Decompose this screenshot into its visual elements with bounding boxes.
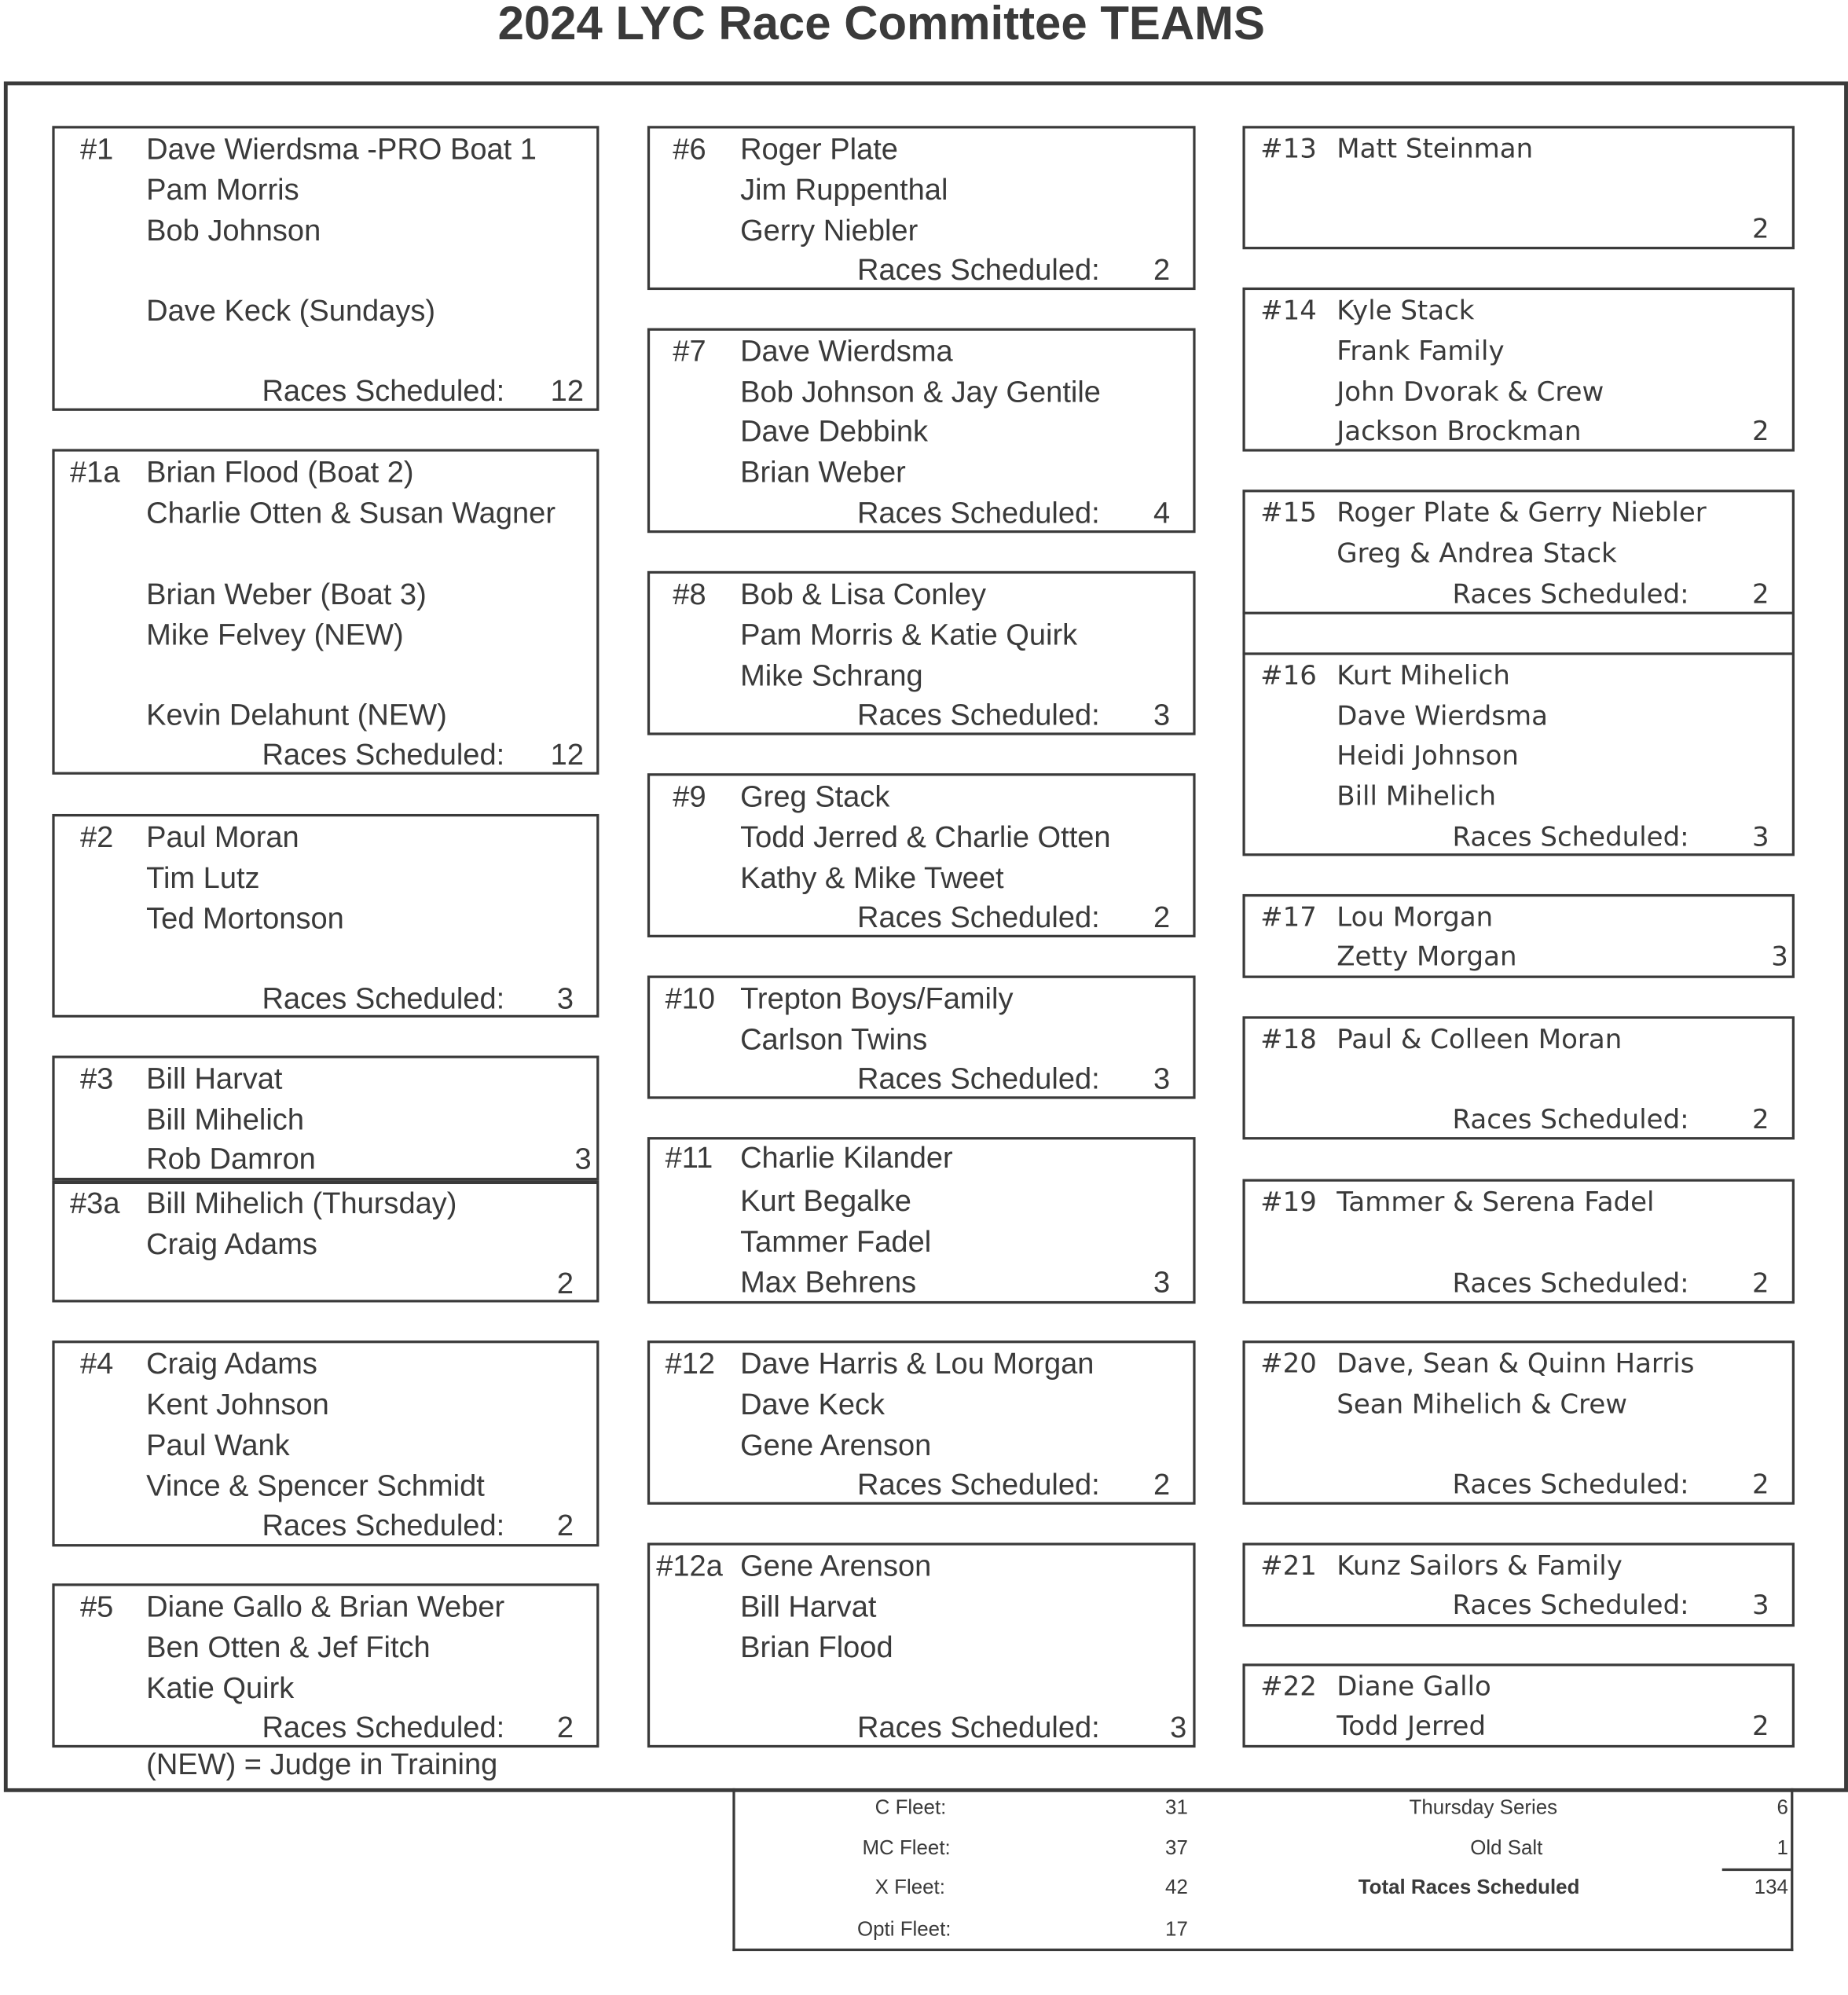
races-count: 3 — [1170, 1711, 1187, 1744]
team-box-20 — [1242, 1340, 1795, 1505]
team-member: Paul & Colleen Moran — [1336, 1024, 1622, 1054]
team-number: #14 — [1260, 295, 1317, 326]
team-box-10 — [647, 976, 1196, 1099]
team-member: Bob & Lisa Conley — [740, 577, 987, 611]
team-box-1 — [52, 126, 599, 411]
team-member: Roger Plate & Gerry Niebler — [1336, 497, 1707, 528]
team-box-14 — [1242, 288, 1795, 452]
races-count: 2 — [1751, 578, 1769, 610]
races-label: Races Scheduled: — [1452, 821, 1689, 853]
team-member: Charlie Otten & Susan Wagner — [146, 496, 556, 530]
team-member: Zetty Morgan — [1336, 941, 1517, 972]
team-member: Kurt Begalke — [740, 1184, 911, 1218]
fleet-value-c: 31 — [1165, 1797, 1188, 1819]
races-label: Races Scheduled: — [857, 1062, 1100, 1095]
team-box-5 — [52, 1583, 599, 1747]
team-number: #12 — [665, 1347, 716, 1381]
team-member: Brian Flood (Boat 2) — [146, 455, 414, 489]
races-count: 2 — [556, 1267, 574, 1300]
races-label: Races Scheduled: — [1452, 1590, 1689, 1621]
team-member: Gerry Niebler — [740, 213, 918, 248]
team-member: Tim Lutz — [146, 860, 260, 894]
team-number: #1a — [70, 455, 120, 489]
team-member: Brian Weber (Boat 3) — [146, 577, 427, 611]
team-number: #21 — [1260, 1550, 1317, 1582]
races-label: Races Scheduled: — [1452, 1469, 1689, 1500]
fleet-label-x: X Fleet: — [874, 1877, 945, 1899]
team-member: Dave Debbink — [740, 414, 929, 448]
team-member: Dave Keck — [740, 1388, 886, 1421]
races-label: Races Scheduled: — [1452, 1104, 1689, 1135]
team-member: Paul Moran — [146, 820, 299, 854]
team-member: Kevin Delahunt (NEW) — [146, 698, 447, 732]
team-member: Bill Mihelich (Thursday) — [146, 1186, 457, 1220]
team-member: Diane Gallo & Brian Weber — [146, 1590, 505, 1623]
team-member: Heidi Johnson — [1336, 740, 1519, 771]
team-box-3 — [52, 1056, 599, 1181]
team-member: Roger Plate — [740, 132, 898, 166]
races-label: Races Scheduled: — [262, 981, 505, 1015]
team-box-19 — [1242, 1179, 1795, 1304]
team-number: #8 — [673, 577, 706, 611]
team-member: Frank Family — [1336, 336, 1505, 367]
team-box-1a — [52, 449, 599, 774]
team-number: #3 — [79, 1062, 114, 1095]
races-count: 3 — [1153, 1265, 1171, 1299]
team-member: Gene Arenson — [740, 1428, 932, 1461]
team-number: #9 — [673, 779, 706, 813]
team-member: Kathy & Mike Tweet — [740, 860, 1004, 894]
team-number: #3a — [70, 1186, 120, 1220]
team-number: #15 — [1260, 497, 1317, 528]
team-member: Bob Johnson — [146, 213, 321, 248]
team-number: #7 — [673, 334, 706, 368]
races-label: Races Scheduled: — [262, 1711, 505, 1744]
races-count: 2 — [1751, 1469, 1769, 1500]
team-box-13 — [1242, 126, 1795, 249]
team-member: Trepton Boys/Family — [740, 981, 1014, 1015]
races-count: 4 — [1153, 496, 1171, 530]
races-count: 3 — [1153, 1062, 1171, 1095]
team-member: Jackson Brockman — [1336, 416, 1582, 447]
footnote-judge-in-training: (NEW) = Judge in Training — [146, 1747, 498, 1781]
races-label: Races Scheduled: — [1452, 578, 1689, 610]
team-member: Diane Gallo — [1336, 1670, 1491, 1702]
team-member: Bill Mihelich — [1336, 780, 1497, 812]
team-member: Greg Stack — [740, 779, 890, 813]
team-box-22 — [1242, 1663, 1795, 1747]
races-count: 2 — [1751, 1267, 1769, 1299]
old-salt-label: Old Salt — [1470, 1838, 1543, 1860]
races-count: 2 — [1751, 1711, 1769, 1742]
team-box-8 — [647, 571, 1196, 735]
team-box-6 — [647, 126, 1196, 290]
team-member: Mike Schrang — [740, 658, 923, 692]
races-label: Races Scheduled: — [857, 1467, 1100, 1502]
team-box-3a — [52, 1180, 599, 1302]
team-member: Ted Mortonson — [146, 901, 344, 935]
team-member: Max Behrens — [740, 1265, 917, 1299]
races-count: 12 — [550, 373, 584, 407]
team-member: Craig Adams — [146, 1347, 317, 1381]
team-member: Ben Otten & Jef Fitch — [146, 1630, 431, 1664]
team-member: Brian Weber — [740, 455, 906, 489]
old-salt-value: 1 — [1776, 1838, 1788, 1860]
team-number: #20 — [1260, 1348, 1317, 1379]
team-box-9 — [647, 773, 1196, 937]
team-number: #22 — [1260, 1670, 1317, 1702]
races-label: Races Scheduled: — [262, 737, 505, 771]
team-number: #17 — [1260, 901, 1317, 933]
fleet-value-x: 42 — [1165, 1877, 1188, 1899]
team-box-15 — [1242, 490, 1795, 614]
team-number: #5 — [79, 1590, 114, 1623]
team-number: #13 — [1260, 133, 1317, 164]
team-member: Bill Harvat — [146, 1062, 283, 1095]
team-member: Paul Wank — [146, 1428, 290, 1461]
team-member: Kunz Sailors & Family — [1336, 1550, 1622, 1582]
team-box-18 — [1242, 1016, 1795, 1139]
team-member: Rob Damron — [146, 1142, 316, 1175]
races-count: 2 — [556, 1711, 574, 1744]
team-box-21 — [1242, 1542, 1795, 1626]
team-member: Todd Jerred — [1336, 1711, 1487, 1742]
races-count: 2 — [1153, 1467, 1171, 1502]
team-member: Carlson Twins — [740, 1022, 928, 1056]
team-box-12a — [647, 1542, 1196, 1747]
team-member: Dave Wierdsma — [740, 334, 953, 368]
races-count: 3 — [556, 981, 574, 1015]
team-member: Craig Adams — [146, 1227, 317, 1261]
total-races-label: Total Races Scheduled — [1358, 1877, 1580, 1899]
team-member: Kyle Stack — [1336, 295, 1475, 326]
team-member: Vince & Spencer Schmidt — [146, 1469, 485, 1502]
team-member: Sean Mihelich & Crew — [1336, 1388, 1628, 1420]
races-count: 2 — [1153, 253, 1171, 287]
thursday-series-label: Thursday Series — [1409, 1797, 1558, 1819]
races-count: 3 — [1751, 1590, 1769, 1621]
team-box-2 — [52, 814, 599, 1018]
team-member: Tammer Fadel — [740, 1224, 932, 1258]
races-count: 12 — [550, 737, 584, 771]
team-number: #18 — [1260, 1024, 1317, 1054]
team-member: Mike Felvey (NEW) — [146, 618, 404, 651]
races-label: Races Scheduled: — [857, 900, 1100, 934]
team-member: Lou Morgan — [1336, 901, 1494, 933]
races-count: 3 — [1771, 941, 1788, 972]
team-member: Kent Johnson — [146, 1388, 329, 1421]
races-label: Races Scheduled: — [1452, 1267, 1689, 1299]
races-count: 2 — [1153, 900, 1171, 934]
team-member: Dave Wierdsma — [1336, 700, 1548, 732]
team-number: #6 — [673, 132, 706, 166]
races-count: 3 — [1153, 698, 1171, 732]
page-title: 2024 LYC Race Committee TEAMS — [497, 0, 1265, 50]
fleet-value-mc: 37 — [1165, 1838, 1188, 1860]
team-member: Bob Johnson & Jay Gentile — [740, 375, 1101, 409]
team-member: Jim Ruppenthal — [740, 173, 948, 207]
team-number: #1 — [79, 132, 114, 166]
team-member: Bill Mihelich — [146, 1102, 304, 1136]
races-label: Races Scheduled: — [262, 373, 505, 407]
races-count: 3 — [574, 1142, 592, 1175]
team-member: John Dvorak & Crew — [1336, 376, 1604, 407]
fleet-label-opti: Opti Fleet: — [857, 1919, 952, 1942]
team-number: #2 — [79, 820, 114, 854]
team-number: #12a — [656, 1549, 723, 1582]
team-member: Matt Steinman — [1336, 133, 1534, 164]
races-count: 3 — [1751, 821, 1769, 853]
races-label: Races Scheduled: — [857, 253, 1100, 287]
team-box-17 — [1242, 894, 1795, 978]
team-member: Dave, Sean & Quinn Harris — [1336, 1348, 1695, 1379]
team-member: Gene Arenson — [740, 1549, 932, 1582]
races-count: 2 — [1751, 1104, 1769, 1135]
team-member: Dave Harris & Lou Morgan — [740, 1347, 1094, 1381]
team-box-11 — [647, 1137, 1196, 1304]
team-box-4 — [52, 1340, 599, 1546]
team-box-12 — [647, 1340, 1196, 1505]
team-number: #10 — [665, 981, 716, 1015]
team-member: Dave Wierdsma -PRO Boat 1 — [146, 132, 537, 166]
team-member: Pam Morris & Katie Quirk — [740, 618, 1078, 651]
races-label: Races Scheduled: — [857, 1711, 1100, 1744]
team-number: #11 — [665, 1140, 713, 1175]
spacer-row — [1242, 612, 1795, 655]
team-member: Dave Keck (Sundays) — [146, 293, 436, 328]
thursday-series-value: 6 — [1776, 1797, 1788, 1819]
fleet-label-c: C Fleet: — [874, 1797, 947, 1819]
team-number: #4 — [79, 1347, 114, 1381]
team-member: Brian Flood — [740, 1630, 893, 1664]
team-member: Kurt Mihelich — [1336, 660, 1510, 691]
team-box-7 — [647, 328, 1196, 534]
team-member: Tammer & Serena Fadel — [1336, 1186, 1655, 1218]
total-races-value: 134 — [1754, 1877, 1788, 1899]
races-count: 2 — [1751, 416, 1769, 447]
team-member: Charlie Kilander — [740, 1140, 953, 1175]
team-member: Bill Harvat — [740, 1590, 877, 1623]
team-member: Pam Morris — [146, 173, 299, 207]
team-member: Greg & Andrea Stack — [1336, 537, 1617, 569]
races-label: Races Scheduled: — [262, 1508, 505, 1542]
team-number: #19 — [1260, 1186, 1317, 1218]
team-member: Todd Jerred & Charlie Otten — [740, 820, 1111, 854]
races-label: Races Scheduled: — [857, 496, 1100, 530]
races-count: 2 — [1751, 213, 1769, 244]
fleet-label-mc: MC Fleet: — [862, 1838, 951, 1860]
races-count: 2 — [556, 1508, 574, 1542]
team-number: #16 — [1260, 660, 1317, 691]
team-member: Katie Quirk — [146, 1670, 295, 1705]
races-label: Races Scheduled: — [857, 698, 1100, 732]
team-box-16 — [1242, 652, 1795, 856]
fleet-value-opti: 17 — [1165, 1919, 1188, 1942]
